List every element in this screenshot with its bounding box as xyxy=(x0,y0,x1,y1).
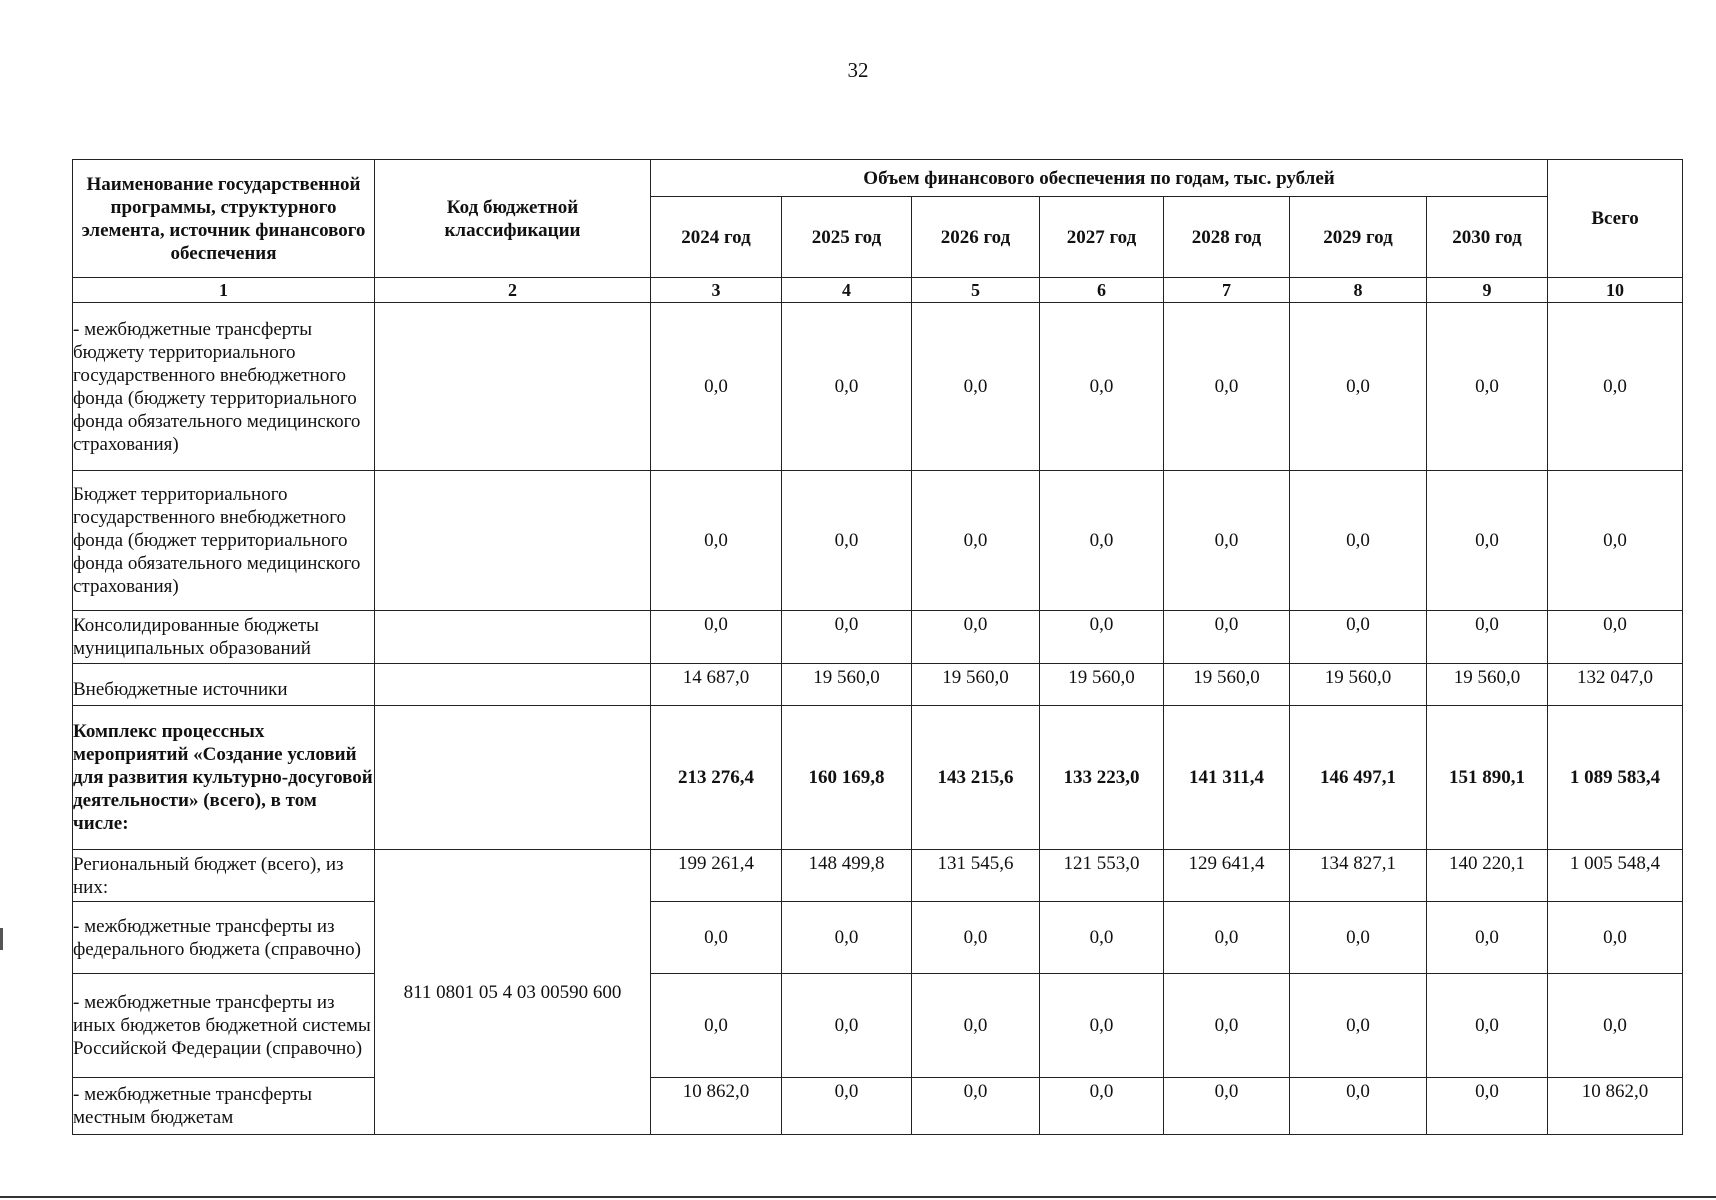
row-value: 19 560,0 xyxy=(1290,664,1427,706)
row-code xyxy=(375,664,651,706)
row-value: 0,0 xyxy=(1290,303,1427,471)
row-value: 0,0 xyxy=(651,902,782,974)
column-number: 5 xyxy=(912,278,1040,303)
row-value: 0,0 xyxy=(1164,902,1290,974)
row-value: 0,0 xyxy=(1040,471,1164,611)
row-value: 14 687,0 xyxy=(651,664,782,706)
row-name: Внебюджетные источники xyxy=(73,664,375,706)
row-value: 0,0 xyxy=(1290,471,1427,611)
row-value: 0,0 xyxy=(1164,1078,1290,1135)
row-value: 0,0 xyxy=(1548,471,1683,611)
row-name: - межбюджетные трансферты из иных бюджетов бюджетной системы Российской Федерации (справочно) xyxy=(73,974,375,1078)
header-volume: Объем финансового обеспечения по годам, тыс. рублей xyxy=(651,160,1548,197)
row-value: 0,0 xyxy=(1548,611,1683,664)
row-value: 132 047,0 xyxy=(1548,664,1683,706)
table-row xyxy=(73,303,1683,471)
header-code: Код бюджетной классификации xyxy=(375,160,651,278)
row-value: 0,0 xyxy=(1290,902,1427,974)
header-year: 2024 год xyxy=(651,197,782,278)
header-year: 2028 год xyxy=(1164,197,1290,278)
table-row xyxy=(73,706,1683,850)
row-value: 19 560,0 xyxy=(912,664,1040,706)
row-value: 131 545,6 xyxy=(912,850,1040,902)
row-value: 0,0 xyxy=(1290,974,1427,1078)
row-value: 1 005 548,4 xyxy=(1548,850,1683,902)
column-number: 2 xyxy=(375,278,651,303)
column-number: 6 xyxy=(1040,278,1164,303)
column-number: 7 xyxy=(1164,278,1290,303)
row-value: 146 497,1 xyxy=(1290,706,1427,850)
row-value: 0,0 xyxy=(1427,611,1548,664)
row-value: 0,0 xyxy=(1427,974,1548,1078)
row-value: 0,0 xyxy=(912,471,1040,611)
row-value: 141 311,4 xyxy=(1164,706,1290,850)
row-value: 0,0 xyxy=(782,611,912,664)
table-row xyxy=(73,974,1683,1078)
row-value: 0,0 xyxy=(912,303,1040,471)
row-value: 0,0 xyxy=(651,974,782,1078)
header-year: 2026 год xyxy=(912,197,1040,278)
row-value: 129 641,4 xyxy=(1164,850,1290,902)
row-value: 134 827,1 xyxy=(1290,850,1427,902)
column-number: 4 xyxy=(782,278,912,303)
row-value: 148 499,8 xyxy=(782,850,912,902)
row-name: - межбюджетные трансферты из федерального бюджета (справочно) xyxy=(73,902,375,974)
row-name: - межбюджетные трансферты местным бюджетам xyxy=(73,1078,375,1135)
column-number-row xyxy=(73,278,1683,303)
row-value: 0,0 xyxy=(1040,974,1164,1078)
row-value: 0,0 xyxy=(1040,1078,1164,1135)
row-code xyxy=(375,303,651,471)
row-value: 0,0 xyxy=(1164,471,1290,611)
column-number: 8 xyxy=(1290,278,1427,303)
row-name: Комплекс процессных мероприятий «Создание условий для развития культурно-досуговой деятельности» (всего), в том числе: xyxy=(73,706,375,850)
row-value: 213 276,4 xyxy=(651,706,782,850)
row-value: 0,0 xyxy=(782,303,912,471)
row-value: 10 862,0 xyxy=(651,1078,782,1135)
header-year: 2029 год xyxy=(1290,197,1427,278)
row-value: 160 169,8 xyxy=(782,706,912,850)
row-value: 151 890,1 xyxy=(1427,706,1548,850)
row-value: 0,0 xyxy=(651,303,782,471)
row-value: 0,0 xyxy=(1164,974,1290,1078)
row-name: Бюджет территориального государственного внебюджетного фонда (бюджет территориального фонда обязательного медицинского страхования) xyxy=(73,471,375,611)
row-value: 0,0 xyxy=(912,1078,1040,1135)
row-value: 0,0 xyxy=(1427,471,1548,611)
page-number: 32 xyxy=(847,58,869,82)
header-name: Наименование государственной программы, структурного элемента, источник финансового обеспечения xyxy=(73,160,375,278)
header-row-top xyxy=(73,160,1683,197)
row-value: 0,0 xyxy=(1548,974,1683,1078)
row-code xyxy=(375,611,651,664)
row-value: 0,0 xyxy=(782,471,912,611)
table-row xyxy=(73,902,1683,974)
table-row xyxy=(73,471,1683,611)
row-value: 10 862,0 xyxy=(1548,1078,1683,1135)
row-value: 0,0 xyxy=(782,902,912,974)
row-value: 0,0 xyxy=(1040,303,1164,471)
financing-table xyxy=(72,159,1683,1135)
row-value: 0,0 xyxy=(1290,1078,1427,1135)
table-row xyxy=(73,611,1683,664)
header-year: 2030 год xyxy=(1427,197,1548,278)
table-row xyxy=(73,664,1683,706)
header-year: 2027 год xyxy=(1040,197,1164,278)
row-name: - межбюджетные трансферты бюджету территориального государственного внебюджетного фонда (бюджету территориального фонда обязательного медицинского страхования) xyxy=(73,303,375,471)
scan-edge-mark xyxy=(0,928,3,950)
column-number: 10 xyxy=(1548,278,1683,303)
row-value: 133 223,0 xyxy=(1040,706,1164,850)
row-value: 0,0 xyxy=(1164,303,1290,471)
row-value: 140 220,1 xyxy=(1427,850,1548,902)
row-value: 19 560,0 xyxy=(1427,664,1548,706)
row-code xyxy=(375,706,651,850)
row-value: 0,0 xyxy=(1040,902,1164,974)
table-row xyxy=(73,850,1683,902)
row-value: 0,0 xyxy=(1427,1078,1548,1135)
row-value: 0,0 xyxy=(1427,303,1548,471)
table-row xyxy=(73,1078,1683,1135)
row-value: 0,0 xyxy=(651,471,782,611)
row-value: 143 215,6 xyxy=(912,706,1040,850)
row-name: Консолидированные бюджеты муниципальных образований xyxy=(73,611,375,664)
row-value: 0,0 xyxy=(782,974,912,1078)
row-code: 811 0801 05 4 03 00590 600 xyxy=(375,850,651,1135)
row-value: 121 553,0 xyxy=(1040,850,1164,902)
row-value: 0,0 xyxy=(1290,611,1427,664)
row-value: 0,0 xyxy=(912,974,1040,1078)
column-number: 9 xyxy=(1427,278,1548,303)
row-value: 0,0 xyxy=(1040,611,1164,664)
row-value: 0,0 xyxy=(1548,303,1683,471)
row-value: 19 560,0 xyxy=(1164,664,1290,706)
column-number: 3 xyxy=(651,278,782,303)
row-name: Региональный бюджет (всего), из них: xyxy=(73,850,375,902)
row-value: 0,0 xyxy=(912,611,1040,664)
page-bottom-edge xyxy=(0,1196,1716,1198)
header-year: 2025 год xyxy=(782,197,912,278)
row-value: 0,0 xyxy=(782,1078,912,1135)
header-total: Всего xyxy=(1548,160,1683,278)
row-value: 19 560,0 xyxy=(782,664,912,706)
column-number: 1 xyxy=(73,278,375,303)
row-value: 0,0 xyxy=(1164,611,1290,664)
row-value: 19 560,0 xyxy=(1040,664,1164,706)
row-value: 0,0 xyxy=(1427,902,1548,974)
row-value: 1 089 583,4 xyxy=(1548,706,1683,850)
row-value: 0,0 xyxy=(651,611,782,664)
row-code xyxy=(375,471,651,611)
row-value: 199 261,4 xyxy=(651,850,782,902)
row-value: 0,0 xyxy=(912,902,1040,974)
row-value: 0,0 xyxy=(1548,902,1683,974)
